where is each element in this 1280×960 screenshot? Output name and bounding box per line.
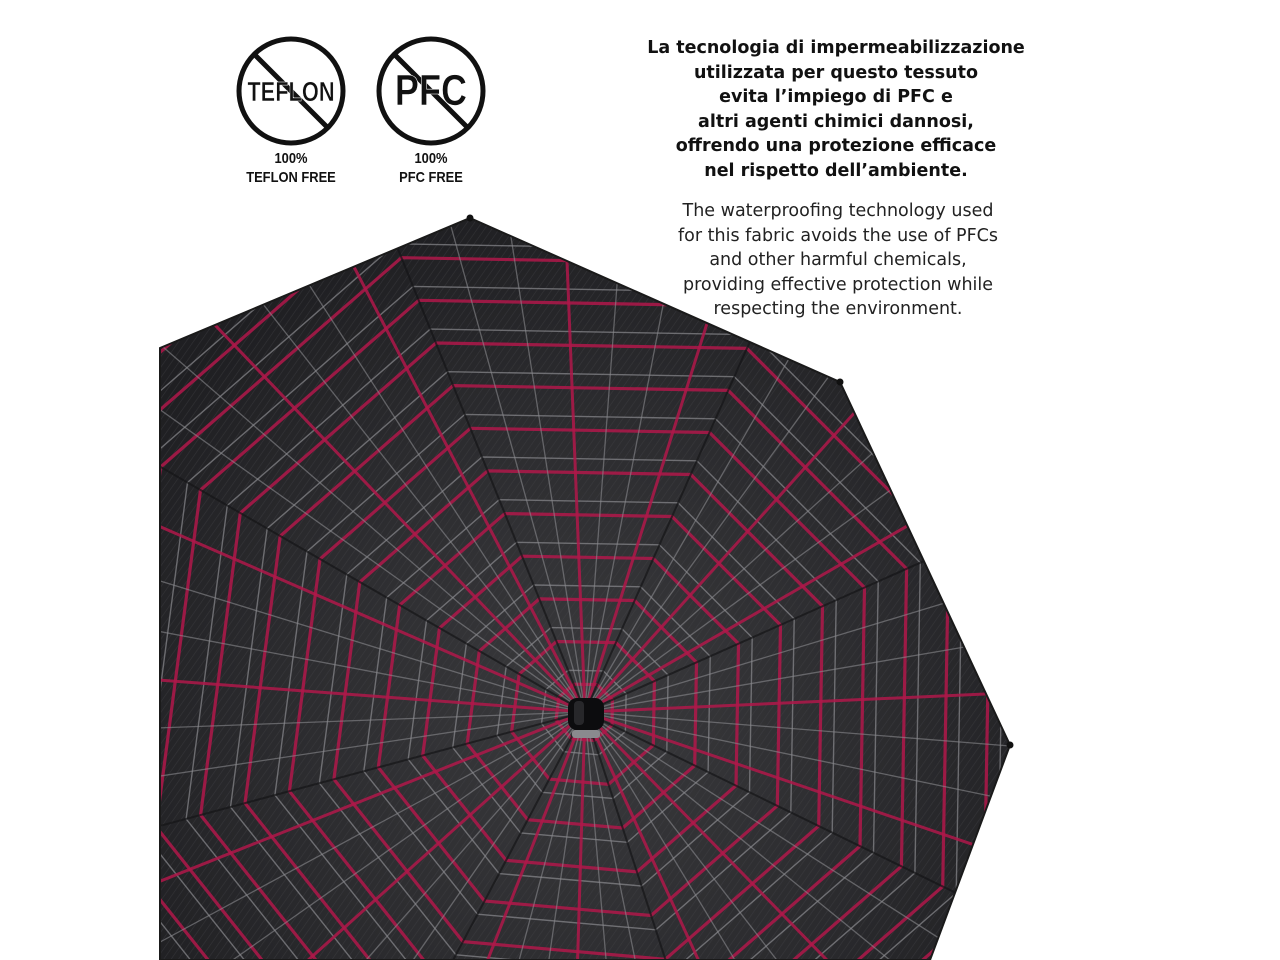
description-italian: La tecnologia di impermeabilizzazione utilizzata per questo tessuto evita l’impiego di PFC e altri agenti chimici dannosi, offrendo una protezione efficace nel rispetto dell’ambiente. [647, 38, 1025, 181]
teflon-percent: 100% [274, 150, 308, 167]
no-teflon-icon [233, 33, 349, 149]
description-english: The waterproofing technology used for this fabric avoids the use of PFCs and other harmful chemicals, providing effective protection while respecting the environment. [678, 201, 998, 319]
pfc-free-label: PFC FREE [399, 169, 463, 186]
no-pfc-icon [373, 33, 489, 149]
pfc-symbol-text: PFC [394, 65, 468, 115]
umbrella-top-cap [568, 698, 604, 738]
pfc-percent: 100% [414, 150, 448, 167]
teflon-symbol-text: TEFLON [247, 76, 335, 108]
pfc-free-badge [362, 33, 500, 187]
teflon-free-badge [222, 33, 360, 187]
teflon-free-label: TEFLON FREE [246, 169, 336, 186]
